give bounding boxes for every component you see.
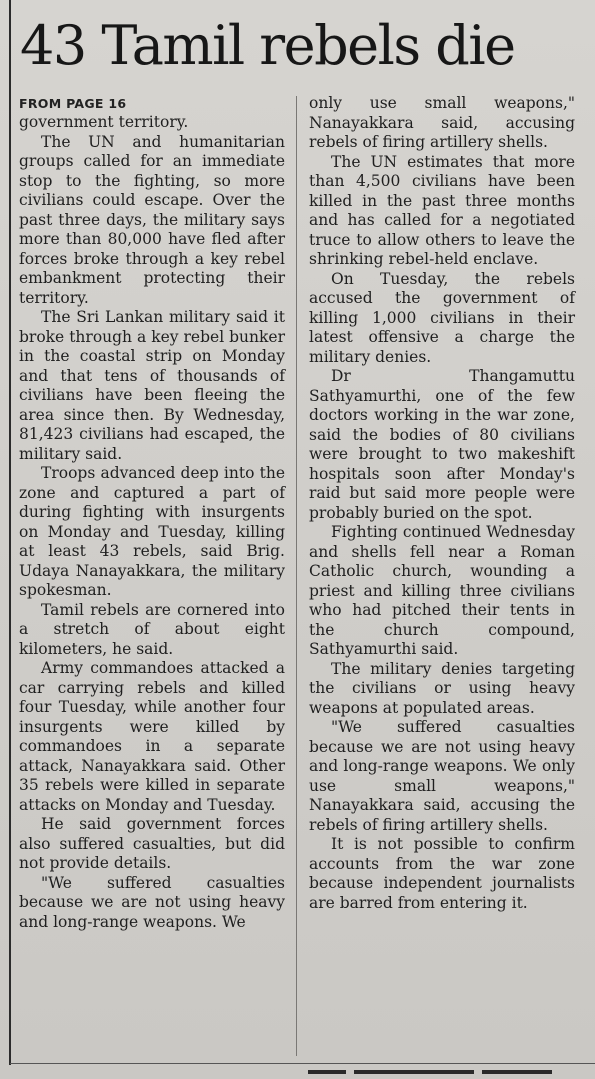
paragraph: The Sri Lankan military said it broke through a key rebel bunker in the coastal strip on Monday and that tens of thousands of civilians have been fleeing the area since then. By Wednesday, 81,423 civilians had escaped, the military said. <box>19 308 285 463</box>
article-column-2 <box>309 94 575 913</box>
paragraph: Tamil rebels are cornered into a stretch of about eight kilometers, he said. <box>19 600 285 658</box>
headline: 43 Tamil rebels die <box>20 14 515 77</box>
paragraph: On Tuesday, the rebels accused the government of killing 1,000 civilians in their latest offensive a charge the military denies. <box>309 269 575 366</box>
paragraph: The UN estimates that more than 4,500 civilians have been killed in the past three months and has called for a negotiated truce to allow others to leave the shrinking rebel-held enclave. <box>309 152 575 268</box>
paragraph: "We suffered casualties because we are not using heavy and long-range weapons. We only use small weapons," Nanayakkara said, accusing the rebels of firing artillery shells. <box>309 718 575 834</box>
paragraph: Fighting continued Wednesday and shells fell near a Roman Catholic church, wounding a priest and killing three civilians who had pitched their tents in the church compound, Sathyamurthi said. <box>309 523 575 658</box>
paragraph: only use small weapons," Nanayakkara said, accusing rebels of firing artillery shells. <box>309 94 575 151</box>
jump-line: FROM PAGE 16 <box>19 96 127 111</box>
column-divider <box>296 96 297 1056</box>
paragraph: He said government forces also suffered casualties, but did not provide details. <box>19 815 285 872</box>
paragraph: Dr Thangamuttu Sathyamurthi, one of the few doctors working in the war zone, said the bodies of 80 civilians were brought to two makeshift hospitals soon after Monday's raid but said more people were probably buried on the spot. <box>309 367 575 522</box>
paragraph: Troops advanced deep into the zone and captured a part of during fighting with insurgents on Monday and Tuesday, killing at least 43 rebels, said Brig. Udaya Nanayakkara, the military spokesman. <box>19 464 285 599</box>
paragraph: government territory. <box>19 113 189 131</box>
article-column-1 <box>19 94 285 932</box>
paragraph: It is not possible to confirm accounts from the war zone because independent journalists are barred from entering it. <box>309 835 575 912</box>
paragraph: The UN and humanitarian groups called for an immediate stop to the fighting, so more civilians could escape. Over the past three days, the military says more than 80,000 have fled after forces broke through a key rebel embankment protecting their territory. <box>19 132 285 307</box>
paragraph: The military denies targeting the civilians or using heavy weapons at populated areas. <box>309 659 575 717</box>
paragraph: "We suffered casualties because we are not using heavy and long-range weapons. We <box>19 873 285 931</box>
paragraph: Army commandoes attacked a car carrying rebels and killed four Tuesday, while another four insurgents were killed by commandoes in a separate attack, Nanayakkara said. Other 35 rebels were killed in separate attacks on Monday and Tuesday. <box>19 659 285 814</box>
next-article-headline-cutoff <box>308 1066 578 1079</box>
left-column-rule <box>9 0 11 1065</box>
bottom-rule <box>10 1063 595 1064</box>
